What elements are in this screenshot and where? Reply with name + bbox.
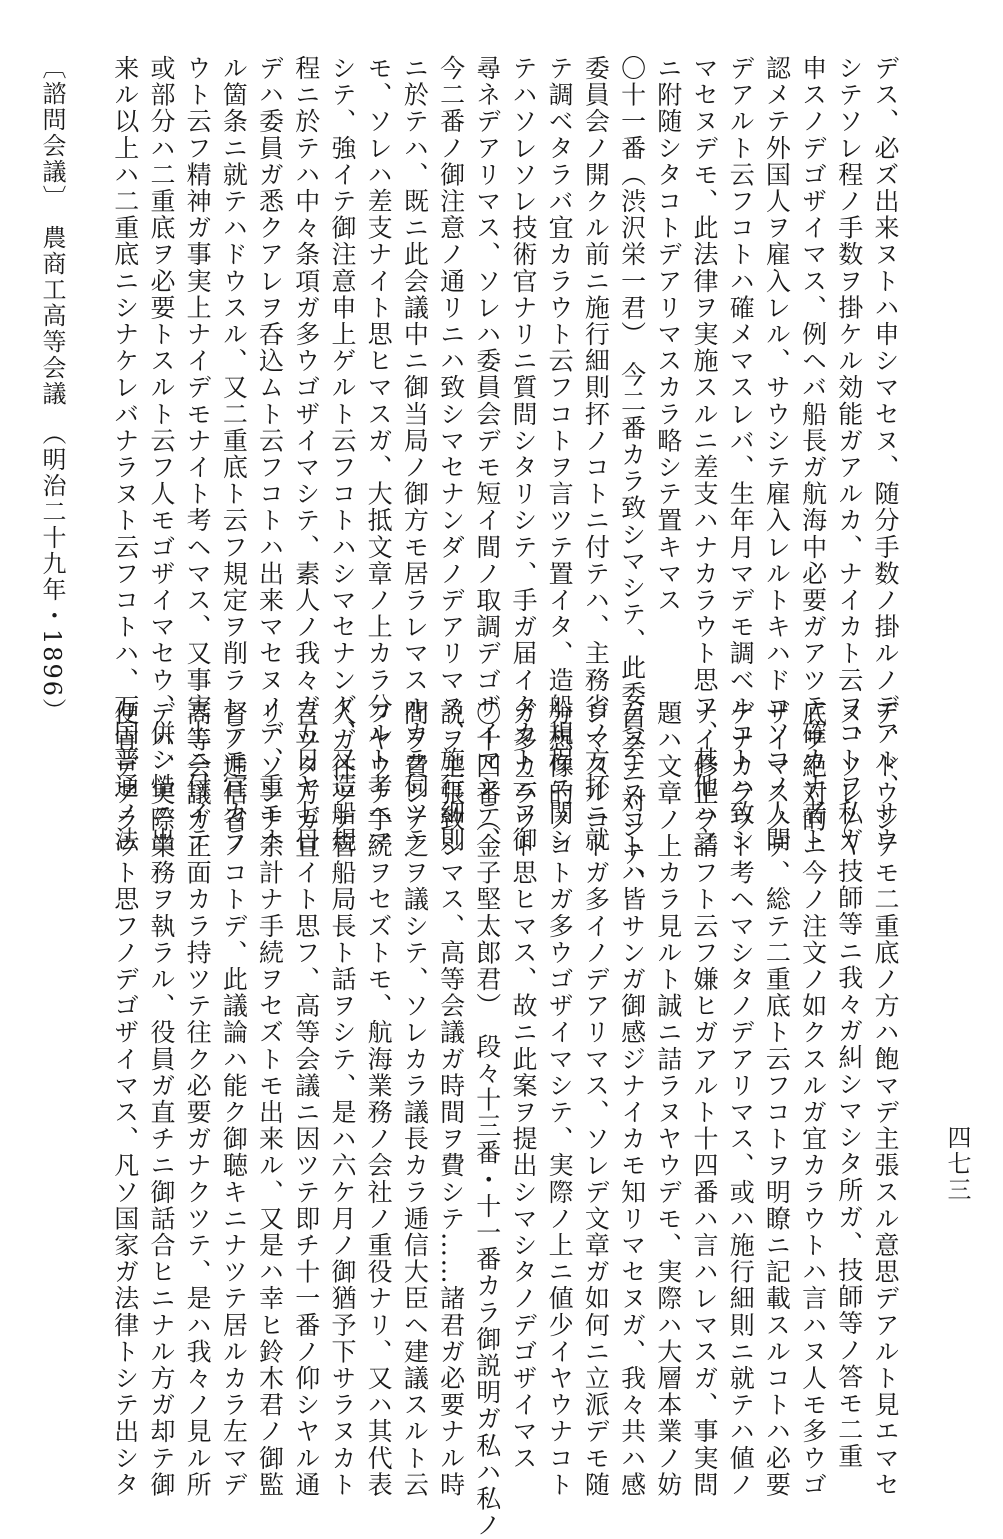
- text-line: ニ於テハ、既ニ此会議中ニ御当局ノ御方モ居ラレマスルカラ伺ツテ: [400, 55, 430, 853]
- text-line: ザイマスノデ、総テ二重底ト云フコトヲ明瞭ニ記載スルコトハ必要: [762, 700, 792, 1498]
- text-line: ヌ、ソレ〳〵技師等ニ我々ガ糾シマシタ所ガ、技師等ノ答モ二重: [834, 700, 864, 1470]
- text-block-top: [110, 55, 903, 894]
- text-block-bottom: [103, 700, 903, 1539]
- text-line: シテソレ程ノ手数ヲ掛ケル効能ガアルカ、ナイカト云フコトヲ私ガ: [834, 55, 864, 853]
- text-line: 今二番ノ御注意ノ通リニハ致シマセナンダノデアリマス、施行細則: [436, 55, 466, 853]
- text-line: ゲヲナスコトハ皆サンガ御感ジナイカモ知リマセヌガ、我々共ハ感: [617, 700, 647, 1498]
- text-line: デハ委員ガ悉クアレヲ呑込ムト云フコトハ出来マセヌノデ、重モナ: [255, 55, 285, 853]
- text-line: 督ノ逓信省ノコトデ、此議論ハ能ク御聴キニナツテ居ルカラ左マデ: [219, 700, 249, 1498]
- text-line: 認メテ外国人ヲ雇入レル、サウシテ雇入レルトキハドコソコノ人間: [762, 55, 792, 853]
- text-line: ジマスルコトガ多イノデアリマス、ソレデ文章ガ如何ニ立派デモ随: [581, 700, 611, 1498]
- text-line: 〇十一番（渋沢栄一君） 今二番カラ致シマシテ、此委員会ニ対シテ、: [617, 55, 647, 894]
- text-line: デハ、実際業務ヲ執ラル、役員ガ直チニ御話合ヒニナル方ガ却テ御: [146, 700, 176, 1498]
- text-line: シテ、強イテ御注意申上ゲルト云フコトハシマセナンダ、又造船規: [327, 55, 357, 853]
- text-line: ウト云フ精神ガ事実上ナイデモナイト考ヘマス、又事実上ニ付イテ: [183, 55, 213, 853]
- text-line: 尋ネデアリマス、ソレハ委員会デモ短イ間ノ取調デゴザイマシテ、: [472, 55, 502, 853]
- text-line: 程ニ於テハ中々条項ガ多ウゴザイマシテ、素人ノ我々ガ五日ヤ七日: [291, 55, 321, 853]
- text-line: テ調ベタラバ宜カラウト云フコトヲ言ツテ置イタ、造船規程ニ関シ: [545, 55, 575, 853]
- text-line: リ、ソンナ余計ナ手続ヲセズトモ出来ル、又是ハ幸ヒ鈴木君ノ御監: [255, 700, 285, 1498]
- text-line: デ、ドウシテモ二重底ノ方ハ飽マデ主張スル意思デアルト見エマセ: [871, 700, 900, 1498]
- text-line: 題ハ文章ノ上カラ見ルト誠ニ詰ラヌヤウデモ、実際ハ大層本業ノ妨: [653, 700, 683, 1498]
- text-line: フヤウナ手続ヲセズトモ、航海業務ノ会社ノ重役ナリ、又ハ其代表: [364, 700, 394, 1498]
- text-line: 或部分ハ二重底ヲ必要トスルト云フ人モゴザイマセウ、併シ慥ニ出: [146, 55, 176, 853]
- text-line: 間ヲ費シテ之ヲ議シテ、ソレカラ議長カラ逓信大臣ヘ建議スルト云: [400, 700, 430, 1498]
- page-number: 四七三: [943, 1125, 971, 1203]
- text-line: デアルト云フコトハ確メマスレバ、生年月マデモ調ベルコトハ致シ: [726, 55, 756, 853]
- text-line: ナイ修正ヲ請フト云フ嫌ヒガアルト十四番ハ言ハレマスガ、事実問: [689, 700, 719, 1498]
- text-line: マセヌデモ、此法律ヲ実施スルニ差支ハナカラウト思フ、其他ハ之: [689, 55, 719, 853]
- text-line: 言ツタ方ガ宜イト思フ、高等会議ニ因ツテ即チ十一番ノ仰シヤル通: [291, 700, 321, 1498]
- text-line: テハソレソレ技術官ナリニ質問シタリシテ、手ガ届イタカト云フ御: [508, 55, 538, 853]
- text-line: 委員会ノ開クル前ニ施行細則抔ノコトニ付テハ、主務省ノ方抔ニ就: [581, 55, 611, 853]
- text-line: ガ多カラウト思ヒマス、故ニ此案ヲ提出シマシタノデゴザイマス: [508, 700, 538, 1472]
- text-line: モ、ソレハ差支ナイト思ヒマスガ、大抵文章ノ上カラ分ルト考ヘマ: [364, 55, 394, 853]
- running-header: 〔諮問会議〕 農商工高等会議 （明治二十九年・1896）: [38, 55, 66, 725]
- text-line: 便宜デアラウト思フノデゴザイマス、凡ソ国家ガ法律トシテ出シタ: [110, 700, 140, 1498]
- text-line: 申スノデゴザイマス、例ヘバ船長ガ航海中必要ガアツテ確カナ者ト: [798, 55, 828, 853]
- text-line: 説ヲ主張致シマス、高等会議ガ時間ヲ費シテ……諸君ガ必要ナル時: [436, 700, 466, 1498]
- text-line: ル箇条ニ就テハドウスル、又二重底ト云フ規定ヲ削ラレテモ宜カラ: [219, 55, 249, 853]
- text-line: 来ル以上ハ二重底ニシナケレバナラヌト云フコトハ、万国普通ノ法: [110, 55, 140, 853]
- text-line: デス、必ズ出来ヌトハ申シマセヌ、随分手数ノ掛ルノデアル、サウ: [871, 55, 900, 853]
- text-line: ニ附随シタコトデアリマスカラ略シテ置キマス: [653, 55, 683, 614]
- text-line: 〇十四番（金子堅太郎君） 段々十三番・十一番カラ御説明ガ私ハ私ノ: [472, 700, 502, 1539]
- text-line: 高等会議ガ正面カラ持ツテ往ク必要ガナクツテ、是ハ我々ノ見ル所: [183, 700, 213, 1498]
- text-line: 分想像的ノコトガ多ウゴザイマシテ、実際ノ上ニ値少イヤウナコト: [545, 700, 575, 1498]
- text-line: 人ガ往ツテ管船局長ト話ヲシテ、是ハ六ケ月ノ御猶予下サラヌカト: [327, 700, 357, 1498]
- text-line: 底ヲ絶対的ニ今ノ注文ノ如クスルガ宜カラウトハ言ハヌ人モ多ウゴ: [798, 700, 828, 1498]
- text-line: デナカラウト考ヘマシタノデアリマス、或ハ施行細則ニ就テハ値ノ: [726, 700, 756, 1498]
